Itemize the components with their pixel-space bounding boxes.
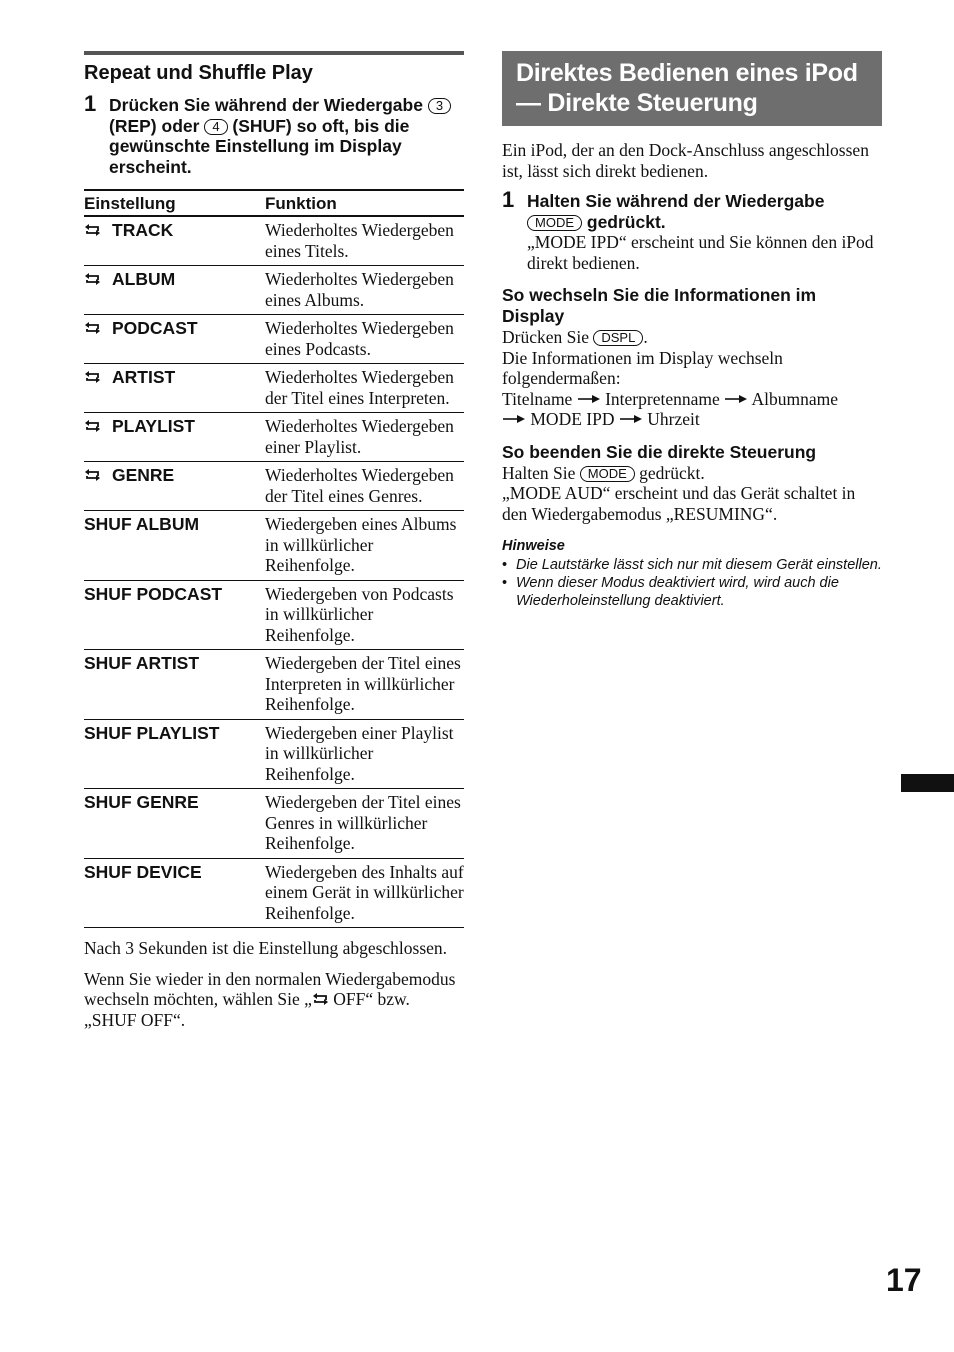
arrow-right-icon — [577, 394, 601, 404]
setting-cell — [84, 364, 265, 413]
step-text-part-2: (REP) oder — [109, 115, 200, 136]
setting-label: ALBUM — [112, 269, 176, 289]
repeat-icon — [312, 993, 329, 1006]
sequence-item: Titelname — [502, 388, 573, 409]
repeat-icon — [84, 371, 101, 384]
repeat-icon — [84, 420, 101, 433]
setting-cell — [84, 511, 265, 581]
setting-label: PODCAST — [112, 318, 198, 338]
setting-cell — [84, 413, 265, 462]
table-row — [84, 719, 464, 789]
function-cell: Wiederholtes Wiedergeben eines Podcasts. — [265, 315, 464, 364]
button-key-4: 4 — [204, 119, 227, 135]
step-1-direct-control — [502, 187, 882, 273]
table-row — [84, 650, 464, 720]
intro-paragraph: Ein iPod, der an den Dock-Anschluss angeschlossen ist, lässt sich direkt bedienen. — [502, 140, 869, 181]
hint-text: Wenn dieser Modus deaktiviert wird, wird auch die Wiederholeinstellung deaktiviert. — [516, 575, 839, 609]
setting-cell — [84, 789, 265, 859]
button-key-dspl: DSPL — [593, 330, 643, 346]
setting-label: TRACK — [112, 220, 174, 240]
step-number: 1 — [502, 187, 515, 212]
setting-label: SHUF DEVICE — [84, 861, 202, 882]
setting-label: ARTIST — [112, 367, 176, 387]
hint-item — [502, 556, 882, 574]
page-tab-marker — [901, 774, 954, 792]
button-key-mode: MODE — [580, 466, 635, 482]
function-cell: Wiederholtes Wiedergeben der Titel eines Genres. — [265, 462, 464, 511]
hint-item — [502, 574, 882, 610]
arrow-right-icon — [619, 414, 643, 424]
hold-text: Halten Sie — [502, 462, 576, 483]
button-key-3: 3 — [428, 98, 451, 114]
note-settings-complete: Nach 3 Sekunden ist die Einstellung abgeschlossen. — [84, 938, 448, 958]
page-number: 17 — [886, 1262, 922, 1298]
step-1-repeat — [84, 91, 464, 177]
setting-label: SHUF PODCAST — [84, 583, 223, 604]
setting-cell — [84, 650, 265, 720]
setting-label: SHUF ALBUM — [84, 514, 200, 534]
table-row — [84, 266, 464, 315]
table-row — [84, 315, 464, 364]
header-funktion: Funktion — [265, 190, 464, 216]
sequence-item: Interpretenname — [605, 388, 720, 409]
right-column — [502, 51, 882, 610]
sequence-item: Uhrzeit — [647, 409, 700, 429]
left-column — [84, 51, 464, 1030]
step-number: 1 — [84, 91, 97, 116]
settings-table — [84, 189, 464, 928]
bullet-icon: • — [502, 575, 508, 591]
table-row — [84, 580, 464, 650]
display-sequence — [502, 389, 882, 430]
function-cell: Wiedergeben eines Albums in willkürlicher Reihenfolge. — [265, 511, 464, 581]
banner-title-line-2: — Direkte Steuerung — [516, 89, 758, 117]
function-cell: Wiederholtes Wiedergeben der Titel eines Interpreten. — [265, 364, 464, 413]
section-top-rule — [84, 51, 464, 55]
hold-text-end: gedrückt. — [639, 462, 705, 483]
section-heading-repeat-shuffle: Repeat und Shuffle Play — [84, 62, 313, 84]
setting-cell — [84, 719, 265, 789]
bullet-icon: • — [502, 557, 508, 573]
table-row — [84, 216, 464, 266]
setting-cell — [84, 266, 265, 315]
setting-label: PLAYLIST — [112, 416, 195, 436]
setting-label: SHUF GENRE — [84, 792, 199, 812]
arrow-right-icon — [502, 414, 526, 424]
setting-cell — [84, 580, 265, 650]
section-title-banner — [502, 51, 882, 126]
step-text-part-3: (SHUF) so oft, bis die gewünschte Einstellung im Display erscheint. — [109, 115, 410, 177]
table-row — [84, 511, 464, 581]
repeat-icon — [84, 273, 101, 286]
setting-label: GENRE — [112, 465, 175, 485]
display-instruction — [502, 327, 882, 348]
table-row — [84, 858, 464, 928]
note-text-a: Wenn Sie wieder in den normalen Wiedergabemodus wechseln möchten, wählen Sie „ — [84, 968, 456, 1009]
repeat-icon — [84, 322, 101, 335]
table-header-row — [84, 190, 464, 216]
display-change-text: Die Informationen im Display wechseln folgendermaßen: — [502, 347, 783, 388]
banner-title-line-1: Direktes Bedienen eines iPod — [516, 59, 858, 87]
note-return-normal — [84, 969, 464, 1031]
step-instruction — [109, 95, 464, 177]
step-text-part-1: Halten Sie während der Wiedergabe — [527, 191, 825, 211]
press-text: Drücken Sie — [502, 327, 589, 347]
table-row — [84, 413, 464, 462]
end-instruction — [502, 463, 882, 484]
function-cell: Wiedergeben des Inhalts auf einem Gerät in willkürlicher Reihenfolge. — [265, 858, 464, 928]
arrow-right-icon — [724, 394, 748, 404]
table-row — [84, 789, 464, 859]
hints-list — [502, 556, 882, 610]
setting-cell — [84, 858, 265, 928]
press-period: . — [643, 327, 648, 347]
hints-heading: Hinweise — [502, 538, 565, 554]
setting-label: SHUF PLAYLIST — [84, 722, 220, 743]
subheading-end-direct-control: So beenden Sie die direkte Steuerung — [502, 441, 817, 462]
repeat-icon — [84, 224, 101, 237]
function-cell: Wiederholtes Wiedergeben eines Titels. — [265, 216, 464, 266]
button-key-mode: MODE — [527, 215, 582, 231]
table-row — [84, 364, 464, 413]
step-instruction — [527, 191, 882, 232]
function-cell: Wiederholtes Wiedergeben eines Albums. — [265, 266, 464, 315]
setting-cell — [84, 462, 265, 511]
repeat-icon — [84, 469, 101, 482]
function-cell: Wiederholtes Wiedergeben einer Playlist. — [265, 413, 464, 462]
sequence-item: MODE IPD — [530, 409, 615, 429]
settings-table-body — [84, 216, 464, 928]
setting-label: SHUF ARTIST — [84, 653, 200, 673]
subheading-display-info: So wechseln Sie die Informationen im Display — [502, 285, 817, 326]
note-text-b: OFF“ bzw. „SHUF OFF“. — [84, 989, 410, 1030]
function-cell: Wiedergeben der Titel eines Interpreten in willkürlicher Reihenfolge. — [265, 650, 464, 720]
function-cell: Wiedergeben der Titel eines Genres in willkürlicher Reihenfolge. — [265, 789, 464, 859]
function-cell: Wiedergeben einer Playlist in willkürlicher Reihenfolge. — [265, 719, 464, 789]
function-cell: Wiedergeben von Podcasts in willkürlicher Reihenfolge. — [265, 580, 464, 650]
table-row — [84, 462, 464, 511]
setting-cell — [84, 315, 265, 364]
setting-cell — [84, 216, 265, 266]
hint-text: Die Lautstärke lässt sich nur mit diesem Gerät einstellen. — [516, 557, 882, 573]
step-text-part-2: gedrückt. — [586, 211, 666, 232]
step-result: „MODE IPD“ erscheint und Sie können den iPod direkt bedienen. — [527, 232, 874, 273]
header-einstellung: Einstellung — [84, 190, 265, 216]
step-text-part-1: Drücken Sie während der Wiedergabe — [109, 95, 423, 115]
sequence-item: Albumname — [751, 388, 839, 409]
end-result: „MODE AUD“ erscheint und das Gerät schaltet in den Wiedergabemodus „RESUMING“. — [502, 483, 856, 524]
